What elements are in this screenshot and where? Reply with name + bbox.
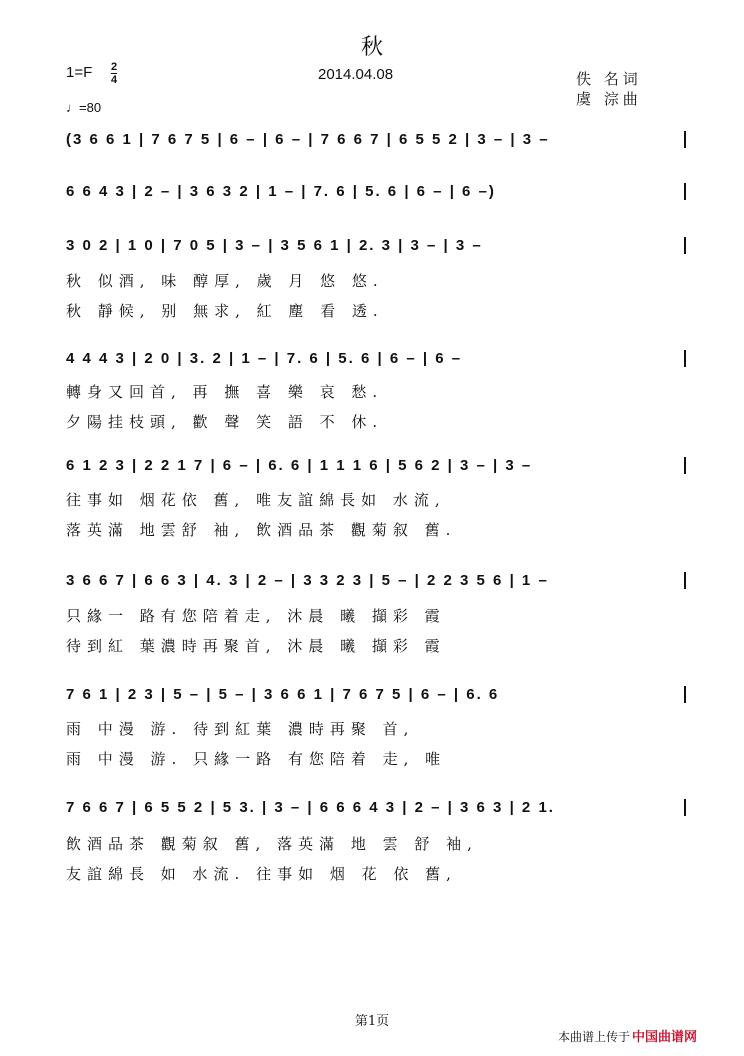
system-5-notes: 6 1 2 3 | 2 2 1 7 | 6 – | 6. 6 | 1 1 1 6 | 5 6 2 | 3 – | 3 – — [66, 457, 686, 474]
system-5-lyrics-2: 落英滿 地雲舒 袖, 飲酒品茶 觀菊叙 舊. — [66, 521, 457, 539]
system-6-notes: 3 6 6 7 | 6 6 3 | 4. 3 | 2 – | 3 3 2 3 | 5 – | 2 2 3 5 6 | 1 – — [66, 572, 686, 589]
page-title: 秋 — [360, 35, 383, 60]
upload-note: 本曲谱上传于 — [558, 1030, 631, 1044]
meter-top: 2 — [111, 61, 118, 73]
system-4-lyrics-2: 夕陽挂枝頭, 歡 聲 笑 語 不 休. — [66, 413, 384, 431]
system-8-lyrics-2: 友誼綿長 如 水流. 往事如 烟 花 依 舊, — [66, 865, 457, 883]
system-5-lyrics-1: 往事如 烟花依 舊, 唯友誼綿長如 水流, — [66, 491, 446, 509]
system-8-lyrics-1: 飲酒品茶 觀菊叙 舊, 落英滿 地 雲 舒 袖, — [66, 835, 478, 853]
system-3-lyrics-1: 秋 似酒, 味 醇厚, 歲 月 悠 悠. — [66, 272, 384, 290]
system-4-notes: 4 4 4 3 | 2 0 | 3. 2 | 1 – | 7. 6 | 5. 6 | 6 – | 6 – — [66, 350, 686, 367]
system-8-notes: 7 6 6 7 | 6 5 5 2 | 5 3. | 3 – | 6 6 6 4 3 | 2 – | 3 6 3 | 2 1. — [66, 799, 686, 816]
system-3-notes: 3 0 2 | 1 0 | 7 0 5 | 3 – | 3 5 6 1 | 2. 3 | 3 – | 3 – — [66, 237, 686, 254]
meter-bottom: 4 — [111, 74, 118, 86]
lyricist: 佚 名词 — [576, 70, 642, 88]
composer: 虞 淙曲 — [576, 90, 642, 108]
system-2-notes: 6 6 4 3 | 2 – | 3 6 3 2 | 1 – | 7. 6 | 5. 6 | 6 – | 6 –) — [66, 183, 686, 200]
system-7-lyrics-2: 雨 中漫 游. 只緣一路 有您陪着 走, 唯 — [66, 750, 447, 768]
system-7-notes: 7 6 1 | 2 3 | 5 – | 5 – | 3 6 6 1 | 7 6 7 5 | 6 – | 6. 6 — [66, 686, 686, 703]
page-number: 第1页 — [354, 1014, 390, 1029]
tempo-mark: ♩=80 — [66, 100, 102, 115]
system-3-lyrics-2: 秋 靜候, 别 無求, 紅 塵 看 透. — [66, 302, 384, 320]
system-6-lyrics-1: 只緣一 路有您陪着走, 沐晨 曦 擷彩 霞 — [66, 607, 446, 625]
system-1-notes: (3 6 6 1 | 7 6 7 5 | 6 – | 6 – | 7 6 6 7 | 6 5 5 2 | 3 – | 3 – — [66, 131, 686, 148]
time-signature — [111, 61, 117, 86]
system-4-lyrics-1: 轉身又回首, 再 撫 喜 樂 哀 愁. — [66, 383, 384, 401]
site-logo[interactable]: 中国曲谱网 — [632, 1029, 698, 1044]
system-7-lyrics-1: 雨 中漫 游. 待到紅葉 濃時再聚 首, — [66, 720, 415, 738]
date: 2014.04.08 — [318, 66, 394, 83]
system-6-lyrics-2: 待到紅 葉濃時再聚首, 沐晨 曦 擷彩 霞 — [66, 637, 446, 655]
key-signature: 1=F — [66, 64, 93, 81]
